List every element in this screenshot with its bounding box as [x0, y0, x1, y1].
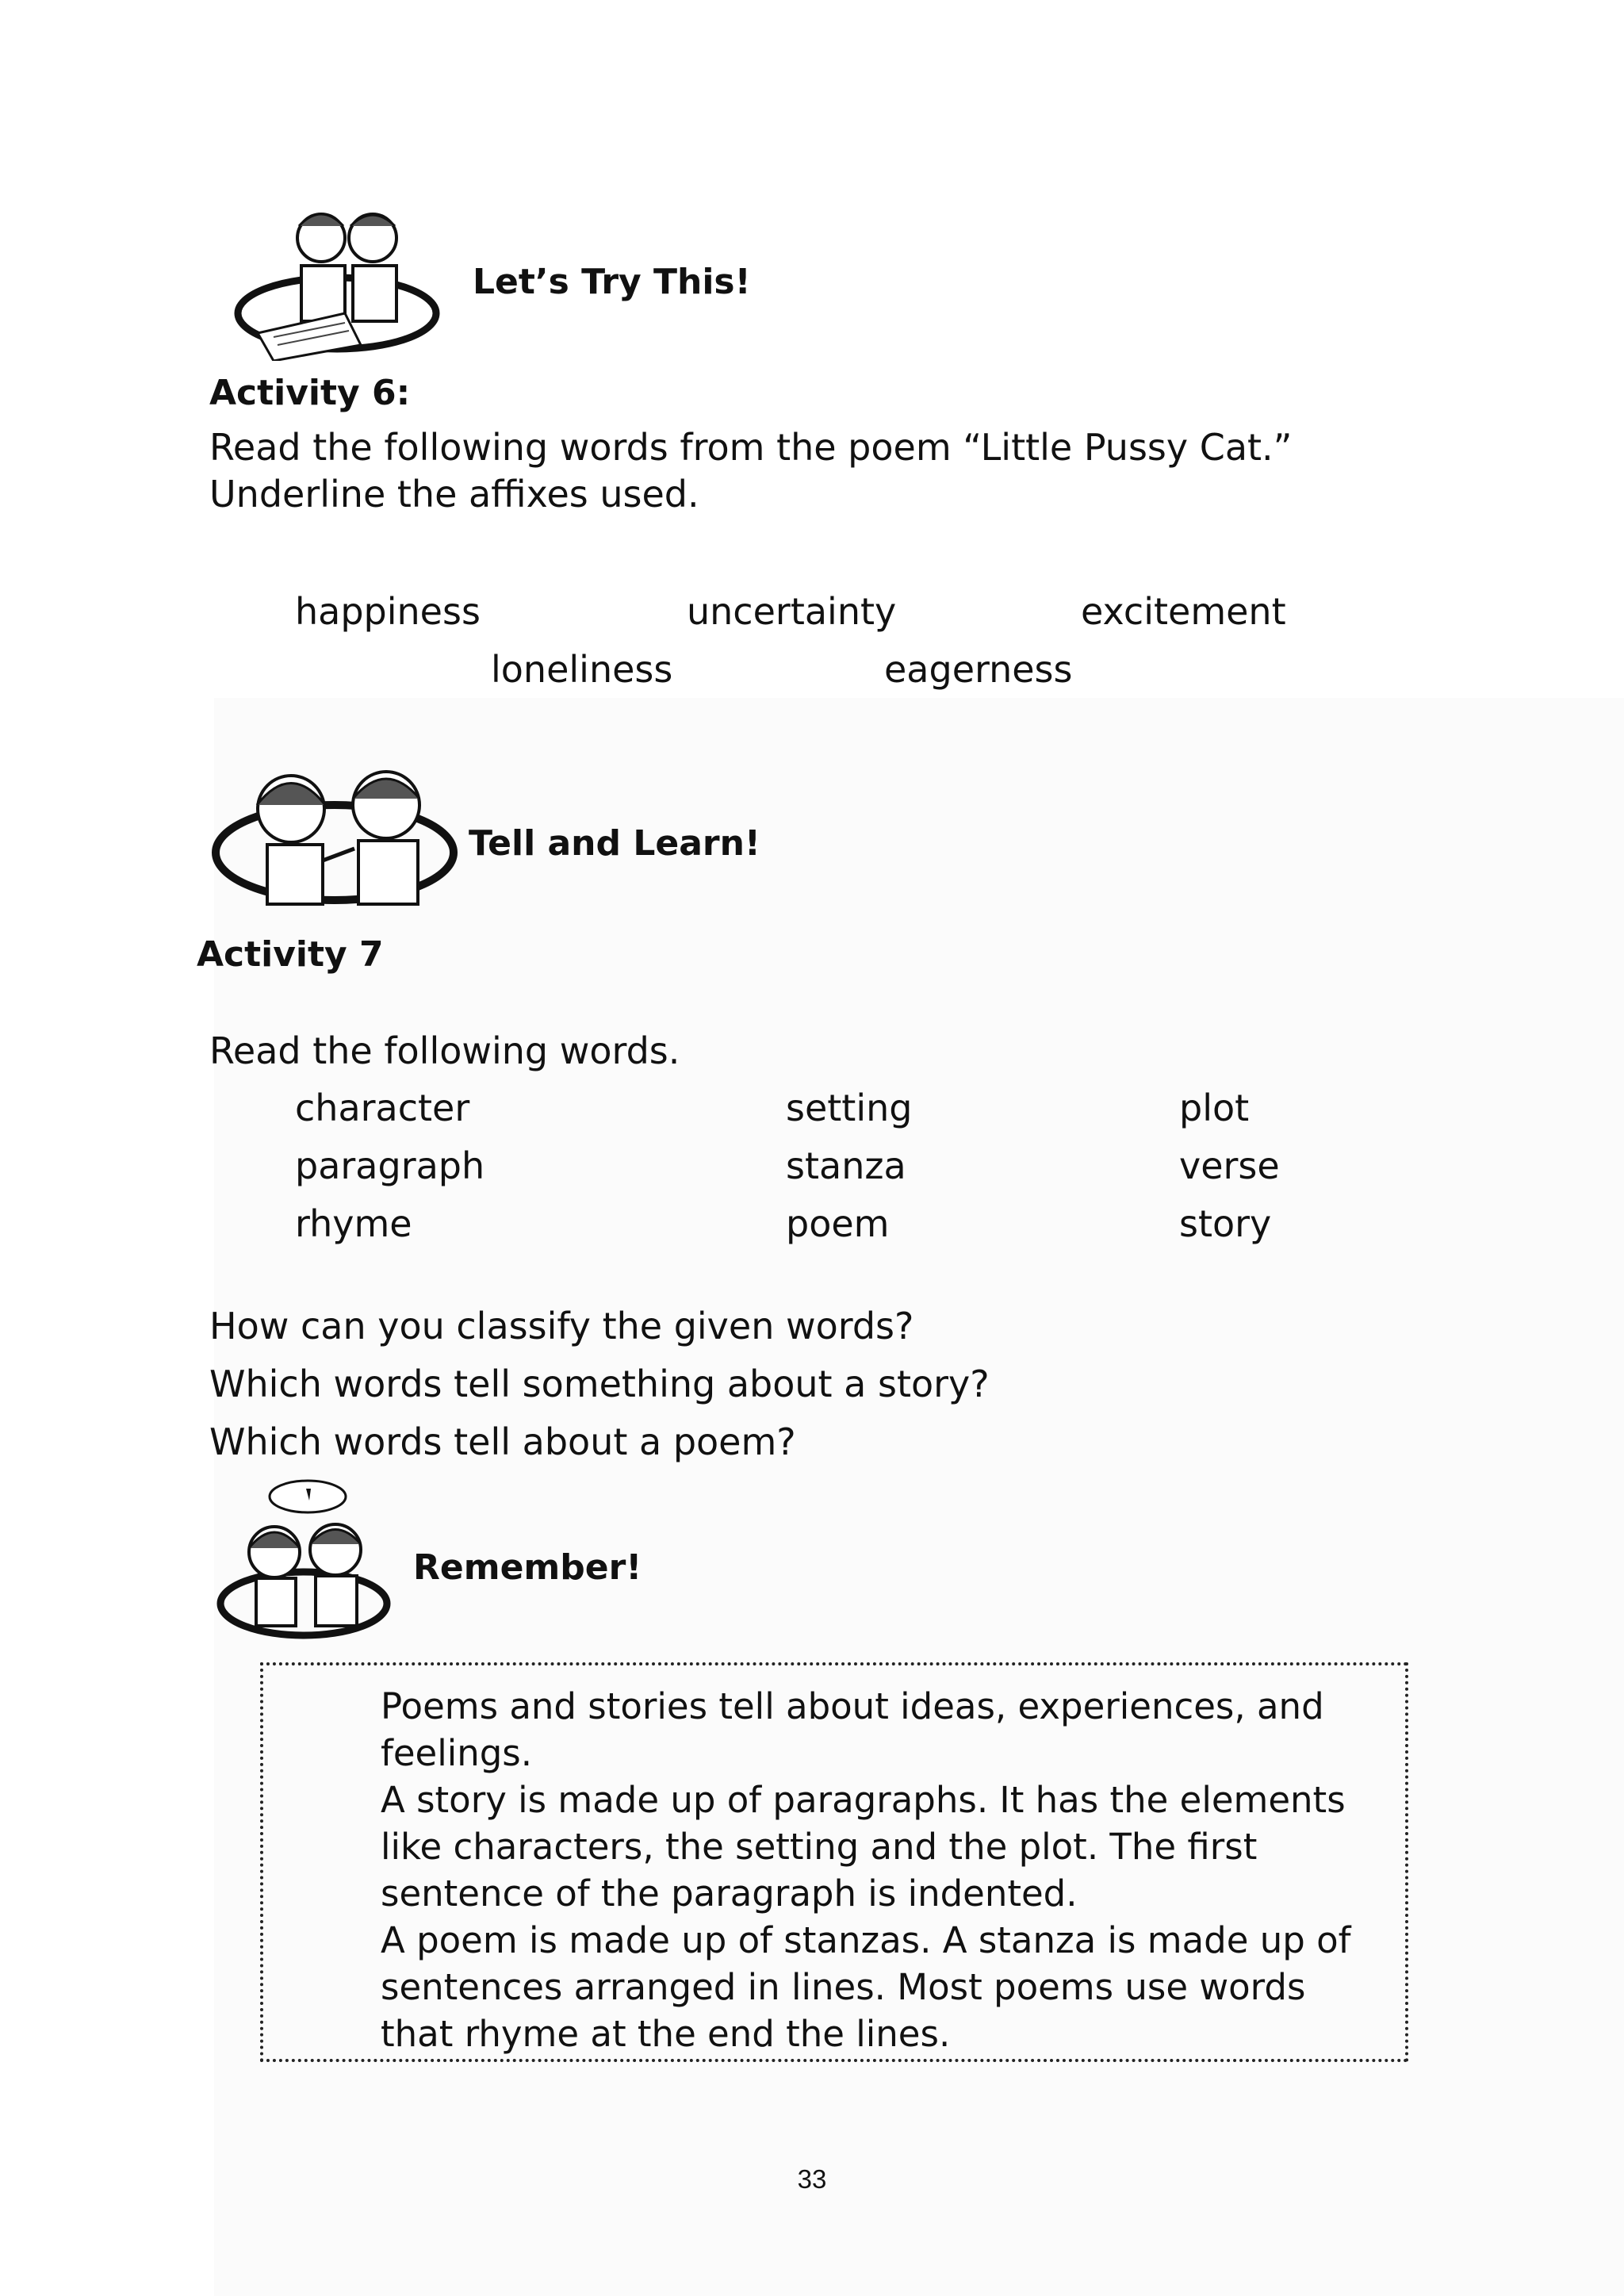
activity-6-instruction-line2: Underline the affixes used.	[209, 473, 699, 516]
activity-6-instruction-line1: Read the following words from the poem “Little Pussy Cat.”	[209, 426, 1293, 469]
remember-box	[260, 1662, 1408, 2062]
tell-learn-heading: Tell and Learn!	[469, 823, 760, 864]
kids-at-desk-icon	[226, 194, 440, 361]
question: Which words tell something about a story?	[209, 1363, 990, 1405]
remember-heading: Remember!	[413, 1547, 642, 1588]
vocab-word: plot	[1179, 1087, 1250, 1129]
kids-talking-icon	[208, 757, 462, 916]
remember-paragraph: A poem is made up of stanzas. A stanza is made up of sentences arranged in lines. Most poems use words that rhyme at the end the lines.	[381, 1919, 1351, 2055]
remember-paragraph: Poems and stories tell about ideas, experiences, and feelings.	[381, 1685, 1324, 1774]
vocab-word: verse	[1179, 1144, 1280, 1187]
affix-word: happiness	[295, 590, 481, 633]
vocab-word: story	[1179, 1202, 1272, 1245]
remember-paragraph: A story is made up of paragraphs. It has the elements like characters, the setting and the plot. The first sentence of the paragraph is indented.	[381, 1779, 1346, 1915]
question: Which words tell about a poem?	[209, 1420, 796, 1463]
kids-thinking-icon	[213, 1477, 395, 1647]
question: How can you classify the given words?	[209, 1305, 914, 1347]
vocab-word: paragraph	[295, 1144, 485, 1187]
affix-word: uncertainty	[687, 590, 897, 633]
activity-7-title: Activity 7	[197, 934, 384, 975]
page-number: 33	[797, 2164, 827, 2194]
vocab-word: stanza	[786, 1144, 906, 1187]
affix-word: eagerness	[884, 648, 1073, 691]
vocab-word: setting	[786, 1087, 913, 1129]
try-this-heading: Let’s Try This!	[473, 262, 751, 302]
activity-6-title: Activity 6:	[209, 373, 411, 413]
affix-word: excitement	[1081, 590, 1286, 633]
vocab-word: poem	[786, 1202, 890, 1245]
activity-7-instruction: Read the following words.	[209, 1029, 680, 1072]
affix-word: loneliness	[491, 648, 673, 691]
vocab-word: character	[295, 1087, 470, 1129]
vocab-word: rhyme	[295, 1202, 412, 1245]
